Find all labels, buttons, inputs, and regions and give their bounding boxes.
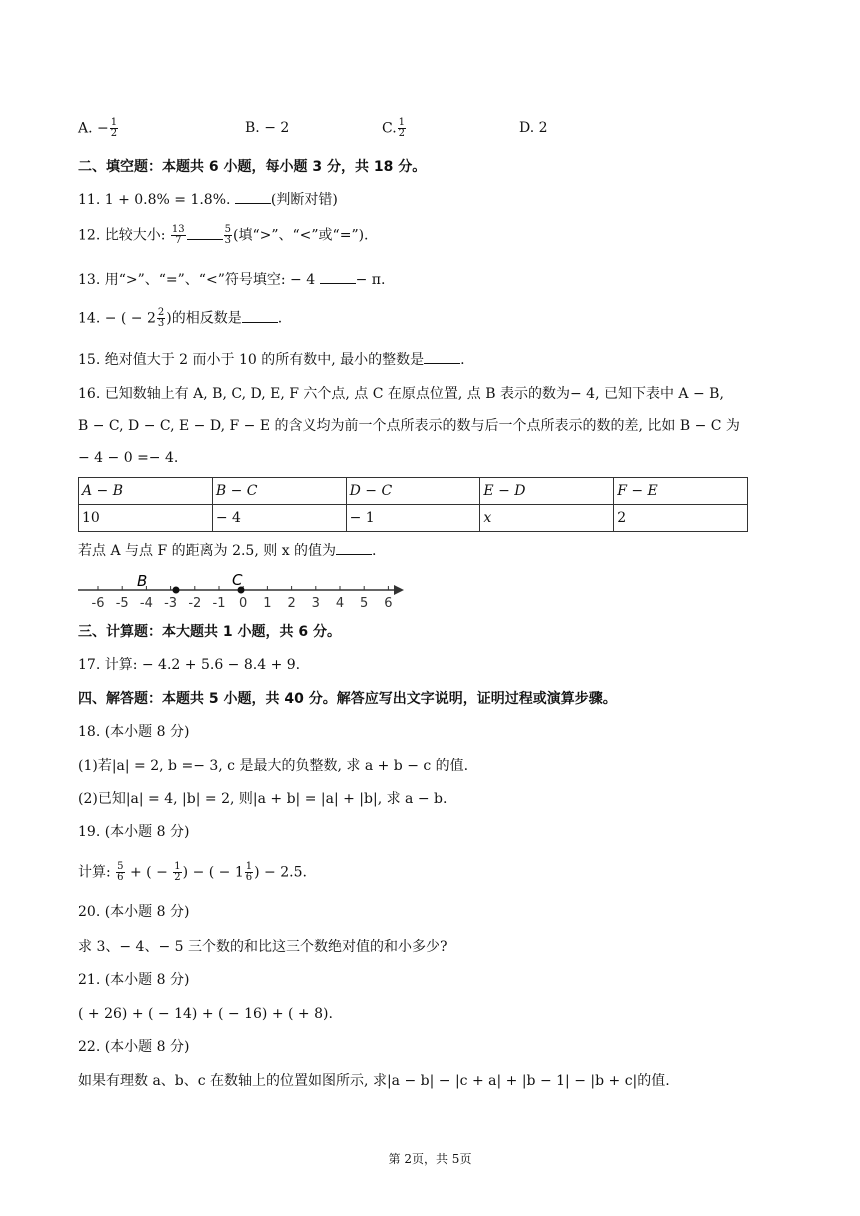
number-line-tick-label: 3 — [311, 596, 320, 611]
point-b-label: B — [137, 572, 148, 590]
question-18-part-2: (2)已知|a| = 4, |b| = 2, 则|a + b| = |a| + |b|, 求 a − b. — [78, 791, 448, 807]
table-cell: − 1 — [346, 505, 480, 532]
question-18-part-1: (1)若|a| = 2, b =− 3, c 是最大的负整数, 求 a + b − c 的值. — [78, 758, 469, 774]
question-15: 15. 绝对值大于 2 而小于 10 的所有数中, 最小的整数是 . — [78, 352, 465, 368]
table-cell: x — [480, 505, 614, 532]
number-line-tick-label: -1 — [212, 596, 226, 611]
number-line-tick-label: 2 — [287, 596, 296, 611]
table-header-cell: A − B — [79, 478, 213, 505]
question-20-head: 20. (本小题 8 分) — [78, 904, 190, 920]
option-b: B. − 2 — [245, 120, 290, 136]
question-21-body: ( + 26) + ( − 14) + ( − 16) + ( + 8). — [78, 1006, 333, 1022]
point-c-label: C — [232, 571, 243, 589]
fraction: $\frac{1}{2}$ — [110, 117, 118, 139]
answer-blank — [320, 271, 356, 284]
number-line-tick-label: -5 — [115, 596, 129, 611]
question-12: 12. 比较大小: $\frac{13}{7}$ $\frac{5}{3}$ (填“>”、“<”或“=”). — [78, 224, 369, 246]
question-17: 17. 计算: − 4.2 + 5.6 − 8.4 + 9. — [78, 657, 301, 673]
question-16-line-2: B − C, D − C, E − D, F − E 的含义均为前一个点所表示的数与后一个点所表示的数的差, 比如 B − C 为 — [78, 418, 740, 434]
answer-blank — [235, 191, 271, 204]
answer-blank — [424, 351, 460, 364]
point-b-dot — [173, 587, 180, 594]
table-cell: 10 — [79, 505, 213, 532]
number-line-tick-label: -6 — [91, 596, 105, 611]
question-16-tail: 若点 A 与点 F 的距离为 2.5, 则 x 的值为 . — [78, 543, 377, 559]
fraction: $\frac{1}{2}$ — [398, 117, 406, 139]
number-line-figure — [78, 568, 408, 614]
table-row — [79, 505, 748, 532]
number-line-tick-label: 4 — [335, 596, 345, 611]
answer-blank — [336, 542, 372, 555]
option-d: D. 2 — [519, 120, 548, 136]
table-header-cell: B − C — [212, 478, 346, 505]
question-21-head: 21. (本小题 8 分) — [78, 972, 190, 988]
question-18-head: 18. (本小题 8 分) — [78, 724, 190, 740]
question-19-head: 19. (本小题 8 分) — [78, 824, 190, 840]
number-line-tick-label: 5 — [360, 596, 369, 611]
section-4-title: 四、解答题：本题共 5 小题，共 40 分。解答应写出文字说明，证明过程或演算步骤。 — [78, 691, 617, 707]
table-header-cell: F − E — [614, 478, 748, 505]
question-13: 13. 用“>”、“=”、“<”符号填空: − 4 − π. — [78, 272, 386, 288]
question-16-line-1: 16. 已知数轴上有 A, B, C, D, E, F 六个点, 点 C 在原点位置, 点 B 表示的数为− 4, 已知下表中 A − B, — [78, 386, 724, 402]
option-c: C. $\frac{1}{2}$ — [382, 117, 406, 139]
option-a: A. − $\frac{1}{2}$ — [78, 117, 118, 139]
table-row — [79, 478, 748, 505]
answer-blank — [187, 227, 223, 240]
question-14: 14. − ( − 2 $\frac{2}{3}$ )的相反数是 . — [78, 307, 283, 329]
number-line-tick-label: 1 — [263, 596, 272, 611]
question-11: 11. 1 + 0.8% = 1.8%. (判断对错) — [78, 192, 338, 208]
number-line-tick-label: -4 — [139, 596, 153, 611]
table-header-cell: E − D — [480, 478, 614, 505]
table-cell: 2 — [614, 505, 748, 532]
number-line-tick-label: 0 — [239, 596, 248, 611]
question-22-body: 如果有理数 a、b、c 在数轴上的位置如图所示, 求|a − b| − |c + a| + |b − 1| − |b + c|的值. — [78, 1073, 670, 1089]
table-header-cell: D − C — [346, 478, 480, 505]
number-line-tick-label: -2 — [188, 596, 202, 611]
question-19-body: 计算: $\frac{5}{6}$ + ( − $\frac{1}{2}$ ) − ( − 1 $\frac{1}{6}$ ) − 2.5. — [78, 861, 307, 883]
number-line-arrow — [394, 585, 404, 595]
answer-blank — [242, 310, 278, 323]
section-3-title: 三、计算题：本大题共 1 小题，共 6 分。 — [78, 624, 341, 640]
number-line-tick-label: 6 — [384, 596, 393, 611]
question-16-line-3: − 4 − 0 =− 4. — [78, 450, 179, 466]
question-20-body: 求 3、− 4、− 5 三个数的和比这三个数绝对值的和小多少? — [78, 939, 448, 955]
table-cell: − 4 — [212, 505, 346, 532]
page-footer: 第 2页，共 5页 — [388, 1152, 472, 1166]
question-22-head: 22. (本小题 8 分) — [78, 1039, 190, 1055]
section-2-title: 二、填空题：本题共 6 小题，每小题 3 分，共 18 分。 — [78, 159, 427, 175]
difference-table — [78, 477, 748, 532]
number-line-tick-label: -3 — [164, 596, 178, 611]
